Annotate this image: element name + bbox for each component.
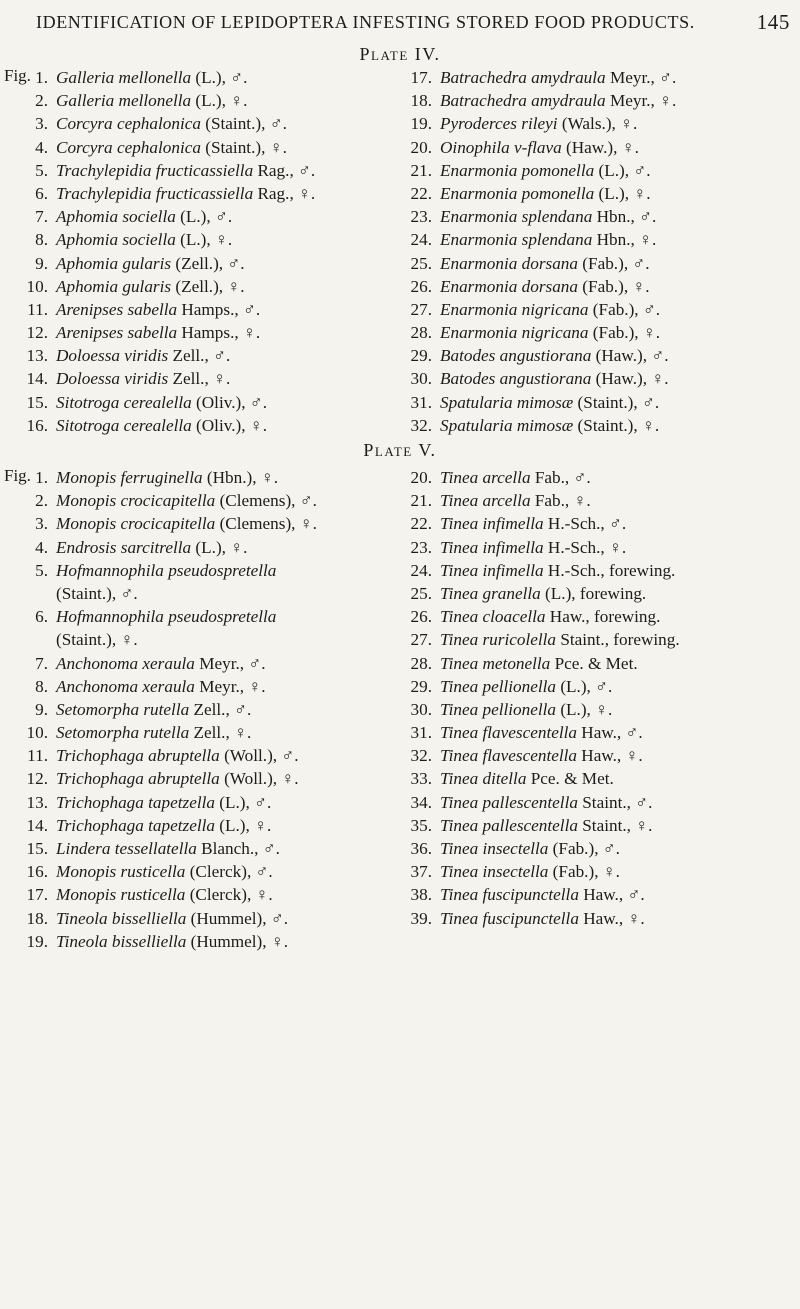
figure-entry (398, 489, 680, 512)
plate-v-left-column (14, 466, 317, 953)
species-name: Tineola bisselliella (56, 908, 187, 928)
authority-and-sex: Haw., ♂. (577, 723, 643, 743)
authority-and-sex: (Haw.), ♀. (561, 137, 639, 157)
species-name: Monopis rusticella (56, 885, 186, 905)
species-name: Anchonoma xeraula (56, 676, 195, 696)
species-name: Monopis crocicapitella (56, 491, 216, 511)
figure-entry (398, 675, 680, 698)
figure-number: 12. (26, 323, 48, 343)
figure-number: 15. (26, 839, 48, 858)
figure-number: 19. (410, 114, 432, 134)
species-name: Galleria mellonella (56, 91, 192, 111)
figure-entry (398, 414, 676, 437)
authority-and-sex: H.-Sch., ♀. (543, 537, 627, 557)
figure-number: 17. (26, 885, 48, 905)
plate-iv-heading: Plate IV. (359, 44, 441, 64)
authority-and-sex: (Fab.), ♂. (588, 299, 661, 319)
figure-entry (14, 367, 315, 390)
figure-entry (398, 652, 680, 675)
figure-number: 28. (410, 323, 432, 343)
species-name: Sitotroga cerealella (56, 392, 192, 412)
figure-number: 5. (35, 560, 48, 580)
figure-entry (14, 698, 317, 721)
figure-number: 34. (410, 792, 432, 812)
figure-number: 26. (410, 276, 432, 296)
authority-and-sex: Hbn., ♀. (592, 230, 657, 250)
figure-entry (14, 675, 317, 698)
figure-number: 17. (410, 68, 432, 87)
figure-number: 23. (410, 207, 432, 227)
authority-and-sex: (L.), ♀. (594, 183, 651, 203)
figure-number: 29. (410, 346, 432, 366)
authority-and-sex: Rag., ♂. (253, 160, 316, 180)
figure-number: 8. (35, 676, 48, 696)
figure-entry (398, 698, 680, 721)
figure-entry (14, 136, 315, 159)
figure-entry (14, 860, 317, 883)
figure-entry (398, 837, 680, 860)
authority-and-sex: (Hbn.), ♀. (202, 468, 279, 487)
authority-and-sex: Staint., forewing. (556, 630, 680, 650)
species-name: Anchonoma xeraula (56, 653, 195, 673)
species-name: Lindera tessellatella (56, 839, 197, 858)
authority-and-sex: Hbn., ♂. (592, 207, 657, 227)
figure-entry (14, 275, 315, 298)
authority-and-sex: (Haw.), ♂. (591, 346, 669, 366)
species-name: Tinea fuscipunctella (440, 885, 579, 905)
figure-number: 19. (26, 931, 48, 951)
authority-and-sex: (L.), ♀. (556, 699, 613, 719)
authority-and-sex: Haw., forewing. (545, 607, 661, 627)
species-name: Aphomia gularis (56, 253, 172, 273)
species-name: Monopis ferruginella (56, 468, 203, 487)
species-name: Oinophila v-flava (440, 137, 562, 157)
figure-number: 10. (26, 723, 48, 743)
authority-and-sex: (Oliv.), ♀. (191, 415, 267, 435)
figure-number: 16. (26, 862, 48, 882)
page-header (8, 8, 792, 38)
species-name: Tinea cloacella (440, 607, 546, 627)
figure-entry (398, 860, 680, 883)
species-name: Tinea pallescentella (440, 792, 578, 812)
figure-number: 27. (410, 299, 432, 319)
species-name: Tinea fuscipunctella (440, 908, 579, 928)
figure-entry (14, 512, 317, 535)
species-name: Tinea pallescentella (440, 815, 578, 835)
figure-entry (14, 767, 317, 790)
species-name: Enarmonia dorsana (440, 253, 578, 273)
species-name: Endrosis sarcitrella (56, 537, 192, 557)
authority-and-sex: (Zell.), ♂. (171, 253, 245, 273)
authority-and-sex: (L.), ♀. (214, 815, 272, 835)
figure-entry (398, 582, 680, 605)
figure-entry (14, 744, 317, 767)
species-name: Enarmonia pomonella (440, 160, 595, 180)
figure-number: 33. (410, 769, 432, 789)
authority-and-sex: Meyr., ♂. (194, 653, 266, 673)
figure-number: 29. (410, 676, 432, 696)
species-name: Doloessa viridis (56, 369, 169, 389)
authority-and-sex: Meyr., ♀. (194, 676, 266, 696)
authority-and-sex: Zell., ♀. (168, 369, 231, 389)
figure-entry (14, 321, 315, 344)
figure-entry (398, 391, 676, 414)
species-name: Trichophaga tapetzella (56, 792, 215, 812)
authority-and-sex: (L.), ♂. (214, 792, 272, 812)
figure-number: 31. (410, 392, 432, 412)
figure-entry (398, 182, 676, 205)
authority-and-sex: (Oliv.), ♂. (191, 392, 267, 412)
figure-entry (14, 252, 315, 275)
figure-number: 10. (26, 276, 48, 296)
figure-number: 30. (410, 699, 432, 719)
figure-number: 25. (410, 583, 432, 603)
figure-entry (14, 837, 317, 860)
species-name: Tinea granella (440, 583, 541, 603)
species-name: Tinea flavescentella (440, 723, 577, 743)
species-name: Tinea arcella (440, 491, 531, 511)
figure-entry (14, 628, 317, 651)
figure-entry (14, 466, 317, 489)
species-name: Corcyra cephalonica (56, 137, 201, 157)
figure-number: 26. (410, 607, 432, 627)
figure-number: 13. (26, 792, 48, 812)
figure-number: 2. (35, 491, 48, 511)
authority-and-sex: (Fab.), ♂. (548, 839, 620, 858)
figure-number: 23. (410, 537, 432, 557)
figure-entry (398, 112, 676, 135)
figure-number: 27. (410, 630, 432, 650)
figure-entry (398, 367, 676, 390)
figure-entry (398, 814, 680, 837)
authority-and-sex: (Fab.), ♂. (578, 253, 650, 273)
figure-number: 5. (35, 160, 48, 180)
figure-entry (398, 559, 680, 582)
figure-entry (14, 89, 315, 112)
figure-number: 35. (410, 815, 432, 835)
figure-number: 32. (410, 415, 432, 435)
species-name: Spatularia mimosæ (440, 415, 574, 435)
authority-and-sex: (L.), ♂. (175, 207, 233, 227)
figure-entry (398, 89, 676, 112)
figure-entry (398, 252, 676, 275)
species-name: Enarmonia dorsana (440, 276, 578, 296)
authority-and-sex: (Clerck), ♀. (185, 885, 273, 905)
figure-number: 15. (26, 392, 48, 412)
figure-entry (14, 112, 315, 135)
species-name: Trachylepidia fructicassiella (56, 160, 254, 180)
figure-number: 31. (410, 723, 432, 743)
plate-v-right-column (398, 466, 680, 930)
figure-entry (14, 605, 317, 628)
figure-entry (398, 66, 676, 89)
plate-iv-right-column (398, 66, 676, 437)
authority-and-sex: (Clemens), ♀. (215, 514, 317, 534)
authority-and-sex: (L.), ♀. (191, 91, 248, 111)
authority-and-sex: Meyr., ♂. (605, 68, 677, 87)
species-name: Setomorpha rutella (56, 723, 190, 743)
figure-number: 9. (35, 253, 48, 273)
authority-and-sex: Hamps., ♀. (177, 323, 261, 343)
figure-entry (14, 814, 317, 837)
authority-and-sex: (Haw.), ♀. (591, 369, 669, 389)
species-name: Tineola bisselliella (56, 931, 187, 951)
figure-entry (398, 907, 680, 930)
species-name: Batodes angustiorana (440, 346, 592, 366)
figure-entry (14, 66, 315, 89)
figure-entry (398, 205, 676, 228)
species-name: Enarmonia nigricana (440, 323, 589, 343)
figure-number: 3. (35, 514, 48, 534)
figure-entry (14, 721, 317, 744)
figure-number: 37. (410, 862, 432, 882)
figure-number: 21. (410, 491, 432, 511)
figure-number: 36. (410, 839, 432, 858)
authority-and-sex: (Hummel), ♂. (186, 908, 289, 928)
authority-and-sex: (Woll.), ♂. (219, 746, 299, 766)
authority-and-sex: Staint., ♀. (577, 815, 653, 835)
figure-number: 7. (35, 653, 48, 673)
species-name: Aphomia sociella (56, 207, 176, 227)
figure-entry (14, 228, 315, 251)
figure-entry (14, 489, 317, 512)
figure-number: 22. (410, 514, 432, 534)
authority-and-sex: (Staint.), ♂. (200, 114, 287, 134)
authority-and-sex: Haw., ♀. (578, 908, 645, 928)
figure-number: 24. (410, 230, 432, 250)
figure-entry (14, 791, 317, 814)
page-number: 145 (756, 10, 790, 34)
authority-and-sex: Zell., ♀. (189, 723, 252, 743)
species-name: Tinea infimella (440, 537, 544, 557)
figure-entry (398, 159, 676, 182)
species-name: Setomorpha rutella (56, 699, 190, 719)
species-name: Corcyra cephalonica (56, 114, 201, 134)
figure-number: 24. (410, 560, 432, 580)
authority-and-sex: Pce. & Met. (550, 653, 638, 673)
species-name: Tinea metonella (440, 653, 551, 673)
authority-and-sex: (L.), ♀. (191, 537, 248, 557)
figure-number: 39. (410, 908, 432, 928)
species-name: Galleria mellonella (56, 68, 192, 87)
figure-number: 7. (35, 207, 48, 227)
figure-number: 13. (26, 346, 48, 366)
species-name: Trachylepidia fructicassiella (56, 183, 254, 203)
figure-entry (14, 536, 317, 559)
authority-and-sex: H.-Sch., ♂. (543, 514, 627, 534)
figure-number: 20. (410, 468, 432, 487)
authority-and-sex: Staint., ♂. (577, 792, 653, 812)
figure-number: 32. (410, 746, 432, 766)
figure-number: 28. (410, 653, 432, 673)
figure-number: 25. (410, 253, 432, 273)
species-name: Enarmonia splendana (440, 207, 593, 227)
plate-iv-fig-label: Fig. (4, 66, 31, 85)
plate-iv-left-column (14, 66, 315, 437)
species-name: Batrachedra amydraula (440, 68, 606, 87)
figure-number: 30. (410, 369, 432, 389)
species-name: Arenipses sabella (56, 323, 178, 343)
figure-number: 16. (26, 415, 48, 435)
authority-and-sex: (L.), forewing. (540, 583, 647, 603)
figure-number: 1. (35, 468, 48, 487)
figure-entry (14, 344, 315, 367)
authority-and-sex: Pce. & Met. (526, 769, 614, 789)
figure-number: 2. (35, 91, 48, 111)
species-name: Tinea ditella (440, 769, 527, 789)
species-name: Tinea ruricolella (440, 630, 557, 650)
species-name: Monopis crocicapitella (56, 514, 216, 534)
figure-entry (14, 159, 315, 182)
figure-entry (398, 536, 680, 559)
plate-v-fig-label: Fig. (4, 466, 31, 485)
figure-number: 20. (410, 137, 432, 157)
authority-and-sex: (Woll.), ♀. (219, 769, 299, 789)
figure-number: 4. (35, 137, 48, 157)
figure-number: 21. (410, 160, 432, 180)
authority-and-sex: Haw., ♂. (578, 885, 645, 905)
authority-and-sex: Zell., ♂. (189, 699, 252, 719)
authority-and-sex: Fab., ♂. (530, 468, 591, 487)
species-name: Tinea infimella (440, 514, 544, 534)
figure-entry (398, 466, 680, 489)
species-name: Aphomia sociella (56, 230, 176, 250)
authority-and-sex: (L.), ♂. (191, 68, 248, 87)
authority-and-sex: (Clemens), ♂. (215, 491, 317, 511)
figure-entry (398, 883, 680, 906)
authority-and-sex: (Fab.), ♀. (588, 323, 661, 343)
authority-and-sex: (L.), ♀. (175, 230, 233, 250)
figure-entry (14, 298, 315, 321)
figure-entry (14, 205, 315, 228)
figure-entry (14, 559, 317, 582)
figure-entry (14, 883, 317, 906)
plate-v-heading: Plate V. (363, 440, 437, 460)
species-name: Tinea insectella (440, 839, 549, 858)
figure-number: 18. (26, 908, 48, 928)
species-name: Sitotroga cerealella (56, 415, 192, 435)
figure-entry (14, 182, 315, 205)
authority-and-sex: Blanch., ♂. (196, 839, 280, 858)
species-name: Batodes angustiorana (440, 369, 592, 389)
figure-entry (398, 791, 680, 814)
figure-number: 3. (35, 114, 48, 134)
species-name: Spatularia mimosæ (440, 392, 574, 412)
authority-and-sex: (Staint.), ♂. (56, 583, 138, 603)
figure-entry (398, 512, 680, 535)
figure-entry (14, 930, 317, 953)
figure-number: 11. (27, 299, 48, 319)
species-name: Tinea arcella (440, 468, 531, 487)
species-name: Trichophaga abruptella (56, 746, 220, 766)
authority-and-sex: H.-Sch., forewing. (543, 560, 676, 580)
species-name: Enarmonia splendana (440, 230, 593, 250)
species-name: Pyroderces rileyi (440, 114, 558, 134)
species-name: Tinea pellionella (440, 676, 557, 696)
authority-and-sex: (L.), ♂. (556, 676, 613, 696)
figure-entry (398, 344, 676, 367)
authority-and-sex: (Staint.), ♀. (573, 415, 660, 435)
authority-and-sex: (Fab.), ♀. (578, 276, 650, 296)
authority-and-sex: Meyr., ♀. (605, 91, 677, 111)
authority-and-sex: (Staint.), ♂. (573, 392, 660, 412)
figure-entry (14, 652, 317, 675)
authority-and-sex: (Staint.), ♀. (200, 137, 287, 157)
figure-number: 14. (26, 815, 48, 835)
figure-number: 11. (27, 746, 48, 766)
figure-number: 4. (35, 537, 48, 557)
species-name: Tinea pellionella (440, 699, 557, 719)
authority-and-sex: Zell., ♂. (168, 346, 231, 366)
species-name: Tinea insectella (440, 862, 549, 882)
figure-entry (398, 275, 676, 298)
authority-and-sex: (Wals.), ♀. (557, 114, 638, 134)
figure-number: 6. (35, 607, 48, 627)
species-name: Batrachedra amydraula (440, 91, 606, 111)
species-name: Enarmonia nigricana (440, 299, 589, 319)
authority-and-sex: Rag., ♀. (253, 183, 316, 203)
figure-entry (14, 391, 315, 414)
figure-number: 6. (35, 183, 48, 203)
figure-entry (14, 414, 315, 437)
authority-and-sex: Fab., ♀. (530, 491, 591, 511)
figure-number: 9. (35, 699, 48, 719)
authority-and-sex: (Hummel), ♀. (186, 931, 289, 951)
species-name: Hofmannophila pseudospretella (56, 560, 277, 580)
figure-entry (398, 605, 680, 628)
figure-entry (14, 907, 317, 930)
figure-entry (398, 228, 676, 251)
species-name: Tinea flavescentella (440, 746, 577, 766)
authority-and-sex: (Zell.), ♀. (171, 276, 245, 296)
running-title: IDENTIFICATION OF LEPIDOPTERA INFESTING STORED FOOD PRODUCTS. (36, 12, 695, 32)
species-name: Doloessa viridis (56, 346, 169, 366)
authority-and-sex: Haw., ♀. (577, 746, 643, 766)
species-name: Hofmannophila pseudospretella (56, 607, 277, 627)
figure-entry (398, 744, 680, 767)
figure-entry (398, 628, 680, 651)
species-name: Trichophaga tapetzella (56, 815, 215, 835)
figure-entry (398, 298, 676, 321)
species-name: Enarmonia pomonella (440, 183, 595, 203)
figure-number: 14. (26, 369, 48, 389)
figure-entry (398, 136, 676, 159)
figure-entry (398, 767, 680, 790)
authority-and-sex: (L.), ♂. (594, 160, 651, 180)
species-name: Tinea infimella (440, 560, 544, 580)
figure-entry (14, 582, 317, 605)
authority-and-sex: (Clerck), ♂. (185, 862, 273, 882)
species-name: Arenipses sabella (56, 299, 178, 319)
figure-number: 18. (410, 91, 432, 111)
figure-entry (398, 721, 680, 744)
species-name: Trichophaga abruptella (56, 769, 220, 789)
figure-number: 38. (410, 885, 432, 905)
figure-number: 22. (410, 183, 432, 203)
authority-and-sex: (Fab.), ♀. (548, 862, 620, 882)
figure-number: 12. (26, 769, 48, 789)
species-name: Monopis rusticella (56, 862, 186, 882)
species-name: Aphomia gularis (56, 276, 172, 296)
figure-entry (398, 321, 676, 344)
authority-and-sex: Hamps., ♂. (177, 299, 261, 319)
authority-and-sex: (Staint.), ♀. (56, 630, 138, 650)
figure-number: 8. (35, 230, 48, 250)
figure-number: 1. (35, 68, 48, 87)
